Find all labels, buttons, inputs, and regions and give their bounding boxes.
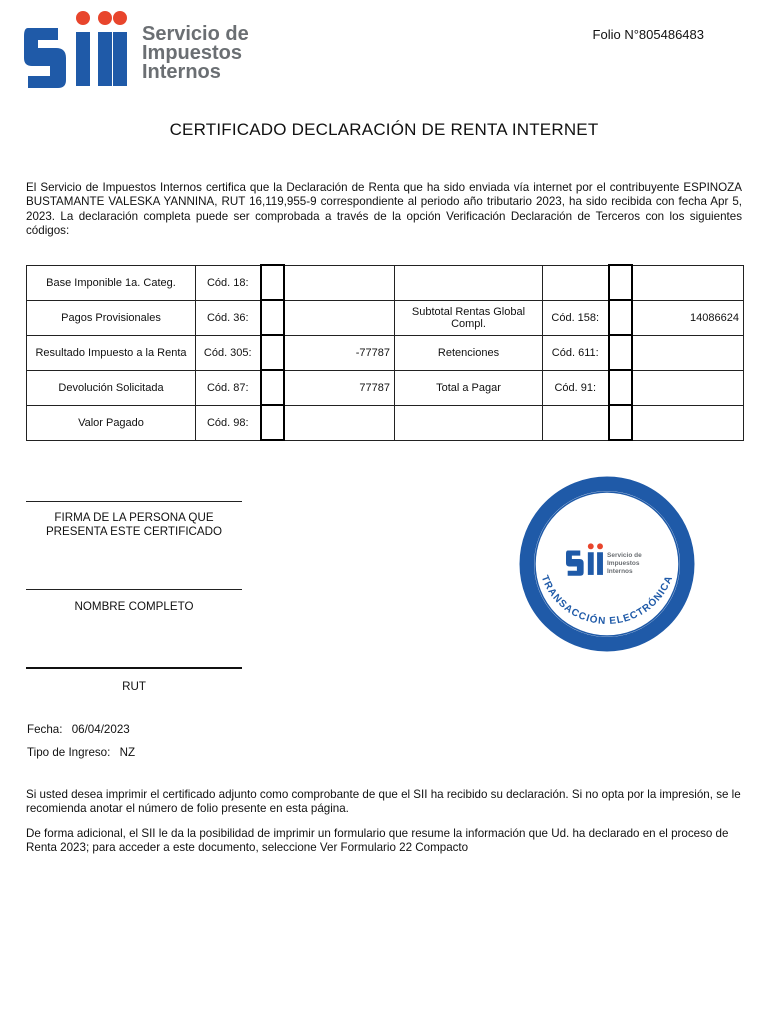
right-code xyxy=(543,265,609,300)
sii-logo xyxy=(24,10,274,90)
tipo-ingreso-row xyxy=(27,746,135,759)
right-value xyxy=(632,370,744,405)
rut-line xyxy=(26,667,242,669)
left-value xyxy=(284,265,395,300)
folio-number: Folio N°805486483 xyxy=(592,27,704,42)
tipo-ingreso-label: Tipo de Ingreso: xyxy=(27,746,111,759)
stamp-logo-line-1: Servicio de xyxy=(607,552,642,559)
electronic-transaction-stamp xyxy=(518,475,696,653)
fecha-row xyxy=(27,723,130,736)
signature-label-line-1: FIRMA DE LA PERSONA QUE xyxy=(54,511,214,524)
right-code: Cód. 91: xyxy=(543,370,609,405)
logo-line-1: Servicio de xyxy=(142,23,249,45)
tipo-ingreso-value: NZ xyxy=(119,746,136,759)
page-title: CERTIFICADO DECLARACIÓN DE RENTA INTERNET xyxy=(169,120,599,139)
right-code xyxy=(543,405,609,440)
left-code: Cód. 98: xyxy=(196,405,261,440)
stamp-top-text: COMPROBANTE xyxy=(553,497,661,534)
table-row xyxy=(27,405,744,440)
right-checkbox xyxy=(609,335,632,370)
rut-label: RUT xyxy=(122,680,146,693)
left-code: Cód. 305: xyxy=(196,335,261,370)
right-value xyxy=(632,265,744,300)
footer-paragraph-1: Si usted desea imprimir el certificado adjunto como comprobante de que el SII ha recibido su declaración. Si no opta por la impresión, se le recomienda anotar el número de folio presente en esta página. xyxy=(26,788,741,816)
intro-paragraph: El Servicio de Impuestos Internos certifica que la Declaración de Renta que ha sido enviada vía internet por el contribuyente ESPINOZA BUSTAMANTE VALESKA YANNINA, RUT 16,119,955-9 correspondiente al periodo año tributario 2023, ha sido recibida con fecha Apr 5, 2023. La declaración completa puede ser comprobada a través de la opción Verificación Declaración de Terceros con los siguientes códigos: xyxy=(26,181,742,237)
left-label: Valor Pagado xyxy=(27,405,196,440)
name-line xyxy=(26,589,242,590)
table-row xyxy=(27,370,744,405)
signature-line xyxy=(26,501,242,502)
codes-table xyxy=(26,264,744,441)
left-label: Base Imponible 1a. Categ. xyxy=(27,265,196,300)
right-value xyxy=(632,335,744,370)
right-label: Retenciones xyxy=(395,335,543,370)
left-label: Pagos Provisionales xyxy=(27,300,196,335)
logo-line-2: Impuestos xyxy=(142,42,243,64)
right-checkbox xyxy=(609,300,632,335)
right-checkbox xyxy=(609,405,632,440)
stamp-logo-line-3: Internos xyxy=(607,568,633,575)
right-value xyxy=(632,405,744,440)
right-label: Subtotal Rentas Global Compl. xyxy=(395,300,543,335)
right-label: Total a Pagar xyxy=(395,370,543,405)
table-row xyxy=(27,335,744,370)
signature-label xyxy=(26,511,242,539)
table-row xyxy=(27,265,744,300)
right-code: Cód. 611: xyxy=(543,335,609,370)
right-checkbox xyxy=(609,370,632,405)
left-checkbox xyxy=(261,370,284,405)
left-code: Cód. 36: xyxy=(196,300,261,335)
left-checkbox xyxy=(261,300,284,335)
left-code: Cód. 18: xyxy=(196,265,261,300)
left-value: 77787 xyxy=(284,370,395,405)
right-value: 14086624 xyxy=(632,300,744,335)
right-label xyxy=(395,265,543,300)
right-checkbox xyxy=(609,265,632,300)
left-label: Devolución Solicitada xyxy=(27,370,196,405)
left-code: Cód. 87: xyxy=(196,370,261,405)
right-label xyxy=(395,405,543,440)
left-checkbox xyxy=(261,335,284,370)
fecha-label: Fecha: xyxy=(27,723,63,736)
left-checkbox xyxy=(261,265,284,300)
stamp-bottom-text: TRANSACCIÓN ELECTRÓNICA xyxy=(538,573,676,628)
name-label: NOMBRE COMPLETO xyxy=(74,600,194,613)
table-row xyxy=(27,300,744,335)
left-value: -77787 xyxy=(284,335,395,370)
fecha-value: 06/04/2023 xyxy=(71,723,130,736)
stamp-logo-line-2: Impuestos xyxy=(607,560,640,567)
right-code: Cód. 158: xyxy=(543,300,609,335)
left-label: Resultado Impuesto a la Renta xyxy=(27,335,196,370)
left-checkbox xyxy=(261,405,284,440)
logo-line-3: Internos xyxy=(142,61,221,83)
signature-label-line-2: PRESENTA ESTE CERTIFICADO xyxy=(45,525,223,538)
footer-paragraph-2: De forma adicional, el SII le da la posibilidad de imprimir un formulario que resume la información que Ud. ha declarado en el proceso de Renta 2023; para acceder a este documento, seleccione Ver Formulario 22 Compacto xyxy=(26,827,729,855)
left-value xyxy=(284,300,395,335)
left-value xyxy=(284,405,395,440)
